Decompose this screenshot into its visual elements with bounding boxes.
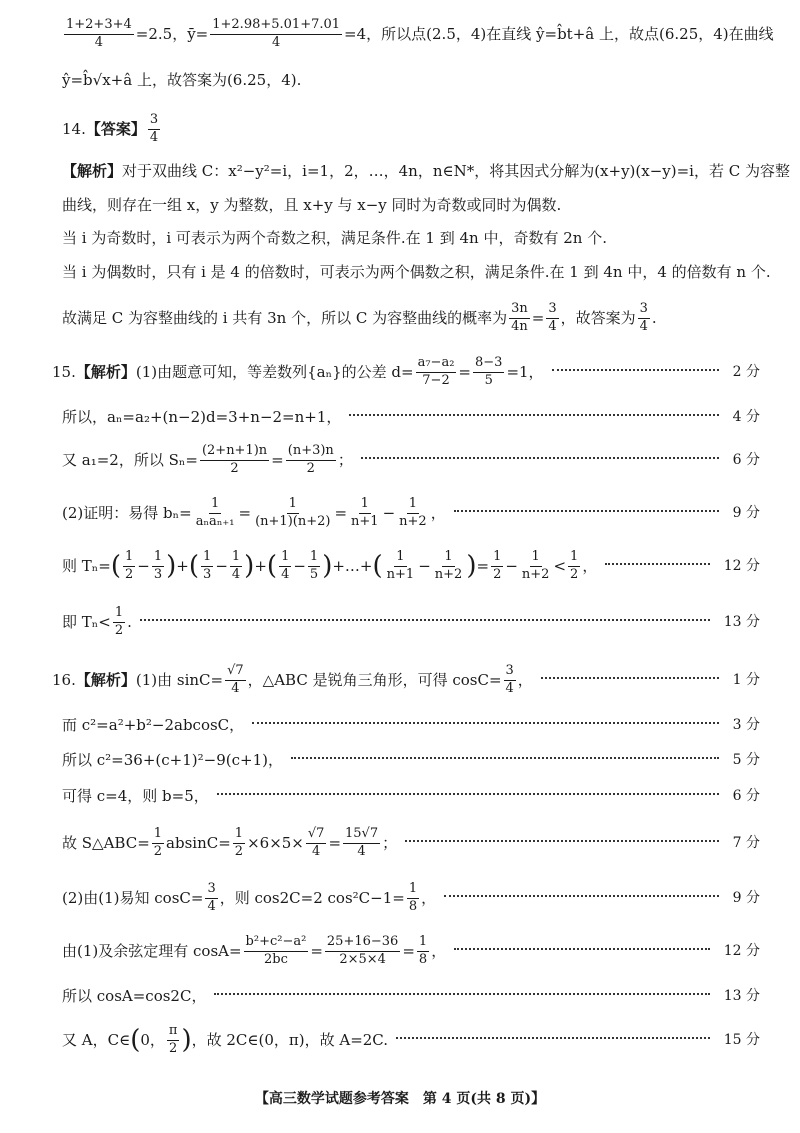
dot-leader: [454, 948, 710, 950]
q15-line-5: 则 Tₙ= ( $\frac{1}{2}$ − $\frac{1}{3}$ ) + ( $\frac{1}{3}$ − $\frac{1}{4}$ ) + ( $\frac{1}{4}$ − $\frac{1}{5}$ ) +…+ ( $\frac{1}{n+1}$ − $\frac{1}{n+2}$ ) = $\frac{1}{2}$ − $\frac{1}{n+2}$ < $\frac{1}{2}$ ， 12 分: [62, 549, 760, 582]
score: 3 分: [732, 716, 760, 733]
score: 15 分: [723, 1032, 760, 1049]
fraction: $\frac{1}{n+1}$: [351, 496, 379, 529]
dot-leader: [605, 563, 709, 565]
dot-leader: [252, 722, 718, 724]
fraction: $\frac{\text{a₇−a₂}}{7-2}$: [417, 355, 455, 388]
fraction: $\frac{25+16-36}{2\times 5\times 4}$: [326, 934, 399, 967]
score: 12 分: [723, 558, 760, 575]
score: 6 分: [732, 452, 760, 469]
dot-leader: [217, 793, 719, 795]
dot-leader: [140, 619, 710, 621]
fraction: $\frac{\pi}{2}$: [168, 1023, 178, 1056]
fraction: $\frac{1+2+3+4}{4}$: [66, 17, 132, 50]
score: 9 分: [732, 505, 760, 522]
fraction: $\frac{1}{8}$: [408, 881, 418, 914]
dot-leader: [349, 414, 718, 416]
fraction: $\frac{15√7}{4}$: [345, 826, 379, 859]
fraction: $\frac{3}{4}$: [548, 301, 557, 334]
q14-line-4: 当 i 为偶数时，只有 i 是 4 的倍数时，可表示为两个偶数之积，满足条件.在 1 到 4n 中，4 的倍数有 n 个.: [62, 263, 771, 281]
q14-line-1: 【解析】对于双曲线 C：x²−y²=i，i=1，2，…，4n，n∈N*，将其因式分解为(x+y)(x−y)=i，若 C 为容整: [62, 162, 790, 180]
fraction: $\frac{1}{2}$: [153, 826, 163, 859]
q15-line-1: 15. 【解析】 (1)由题意可知，等差数列{aₙ}的公差 d= $\frac{\text{a₇−a₂}}{7-2}$ = $\frac{8-3}{5}$ =1， 2 分: [52, 355, 760, 388]
dot-leader: [405, 840, 719, 842]
q16-line-2: 而 c²=a²+b²−2abcosC， 3 分: [62, 716, 760, 734]
q13-line-2: ŷ=b̂√x+â 上，故答案为(6.25，4).: [62, 71, 302, 89]
fraction: $\frac{(n+3)n}{2}$: [287, 443, 334, 476]
fraction: $\frac{3}{4}$: [639, 301, 648, 334]
score: 5 分: [732, 751, 760, 768]
q16-line-4: 可得 c=4，则 b=5， 6 分: [62, 787, 760, 805]
fraction: $\frac{1}{n+2}$: [399, 496, 427, 529]
fraction: $\frac{1}{2}$: [234, 826, 244, 859]
fraction: $\frac{8-3}{5}$: [475, 355, 503, 388]
q14-answer: 14. 【答案】 $\frac{3}{4}$: [62, 112, 159, 145]
score: 9 分: [732, 890, 760, 907]
fraction: $\frac{3n}{4n}$: [511, 301, 528, 334]
score: 7 分: [732, 835, 760, 852]
score: 13 分: [723, 987, 760, 1004]
fraction: $\frac{1}{\text{aₙaₙ₊₁}}$: [195, 496, 235, 529]
fraction: $\frac{1+2.98+5.01+7.01}{4}$: [212, 17, 341, 50]
dot-leader: [454, 510, 719, 512]
q14-line-5: 故满足 C 为容整曲线的 i 共有 3n 个，所以 C 为容整曲线的概率为 $\frac{3n}{4n}$ = $\frac{3}{4}$ ，故答案为 $\frac{3}{4}$ .: [62, 301, 657, 334]
q15-line-4: (2)证明：易得 bₙ= $\frac{1}{\text{aₙaₙ₊₁}}$ = $\frac{1}{(n+1)(n+2)}$ = $\frac{1}{n+1}$ − $\frac{1}{n+2}$ ， 9 分: [62, 496, 760, 529]
dot-leader: [396, 1037, 710, 1039]
q14-line-2: 曲线，则存在一组 x，y 为整数，且 x+y 与 x−y 同时为奇数或同时为偶数.: [62, 196, 562, 214]
fraction: $\frac{1}{8}$: [418, 934, 428, 967]
q15-line-2: 所以，aₙ=a₂+(n−2)d=3+n−2=n+1， 4 分: [62, 408, 760, 426]
page-footer: 【高三数学试题参考答案 第 4 页(共 8 页)】: [254, 1091, 546, 1107]
fraction: $\frac{√7}{4}$: [307, 826, 325, 859]
q16-line-3: 所以 c²=36+(c+1)²−9(c+1)， 5 分: [62, 751, 760, 769]
score: 12 分: [723, 943, 760, 960]
q13-line-1: $\frac{1+2+3+4}{4}$ =2.5， ȳ= $\frac{1+2.98+5.01+7.01}{4}$ =4，所以点(2.5，4)在直线 ŷ=b̂t+â 上，故点(6.25，4)在曲线: [66, 17, 774, 50]
answer-fraction: $\frac{3}{4}$: [149, 112, 159, 145]
dot-leader: [552, 369, 719, 371]
score: 13 分: [723, 614, 760, 631]
fraction: $\frac{1}{(n+1)(n+2)}$: [255, 496, 331, 529]
score: 4 分: [732, 408, 760, 425]
fraction: $\frac{\text{b²+c²−a²}}{2bc}$: [245, 934, 307, 967]
q15-line-3: 又 a₁=2，所以 Sₙ= $\frac{(2+n+1)n}{2}$ = $\frac{(n+3)n}{2}$ ； 6 分: [62, 443, 760, 476]
q16-line-7: 由(1)及余弦定理有 cosA= $\frac{\text{b²+c²−a²}}{2bc}$ = $\frac{25+16-36}{2\times 5\times 4}$ = $\frac{1}{8}$ ， 12 分: [62, 934, 760, 967]
fraction: $\frac{1}{2}$: [114, 605, 124, 638]
q16-line-6: (2)由(1)易知 cosC= $\frac{3}{4}$ ，则 cos2C=2 cos²C−1= $\frac{1}{8}$ ， 9 分: [62, 881, 760, 914]
fraction: $\frac{3}{4}$: [207, 881, 216, 914]
score: 1 分: [732, 672, 760, 689]
dot-leader: [444, 895, 719, 897]
dot-leader: [214, 993, 709, 995]
fraction: $\frac{(2+n+1)n}{2}$: [201, 443, 268, 476]
fraction: $\frac{3}{4}$: [505, 663, 514, 696]
q16-line-1: 16. 【解析】 (1)由 sinC= $\frac{√7}{4}$ ，△ABC 是锐角三角形，可得 cosC= $\frac{3}{4}$ ， 1 分: [52, 663, 760, 696]
q16-line-8: 所以 cosA=cos2C， 13 分: [62, 987, 760, 1005]
dot-leader: [291, 757, 719, 759]
score: 6 分: [732, 787, 760, 804]
q16-line-9: 又 A，C∈ ( 0， $\frac{\pi}{2}$ ) ，故 2C∈(0，π)，故 A=2C. 15 分: [62, 1023, 760, 1056]
q14-line-3: 当 i 为奇数时，i 可表示为两个奇数之积，满足条件.在 1 到 4n 中，奇数有 2n 个.: [62, 229, 607, 247]
score: 2 分: [732, 364, 760, 381]
dot-leader: [541, 677, 719, 679]
q16-line-5: 故 S△ABC= $\frac{1}{2}$ absinC= $\frac{1}{2}$ ×6×5× $\frac{√7}{4}$ = $\frac{15√7}{4}$ ； 7 分: [62, 826, 760, 859]
dot-leader: [361, 457, 719, 459]
q15-line-6: 即 Tₙ< $\frac{1}{2}$ . 13 分: [62, 605, 760, 638]
fraction: $\frac{√7}{4}$: [227, 663, 244, 696]
